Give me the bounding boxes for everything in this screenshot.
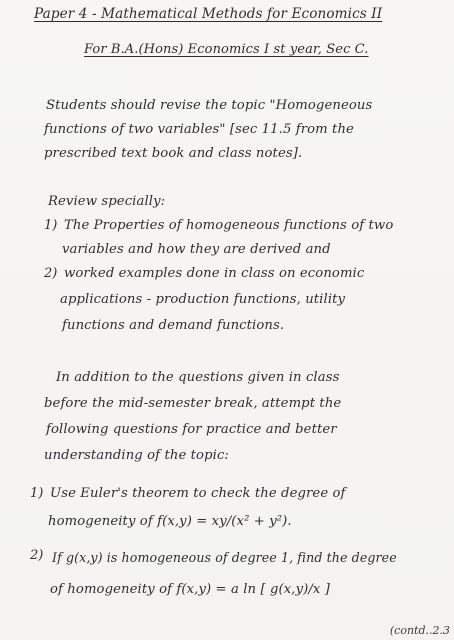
question-2-marker: 2) [30,548,44,563]
review-item-2-line-2: applications - production functions, utility [60,292,346,307]
question-2-line-1: If g(x,y) is homogeneous of degree 1, find the degree [52,550,397,565]
addition-line-4: understanding of the topic: [44,448,229,463]
question-1-line-2: homogeneity of f(x,y) = xy/(x² + y²). [48,514,292,529]
review-heading: Review specially: [48,194,166,209]
question-2-line-2: of homogeneity of f(x,y) = a ln [ g(x,y)/x ] [50,582,331,597]
review-item-1-line-2: variables and how they are derived and [62,242,331,257]
question-1-marker: 1) [30,486,44,501]
addition-line-3: following questions for practice and better [46,422,337,437]
continued-note: (contd..2.3 [389,624,450,637]
review-item-1-marker: 1) [44,218,58,233]
question-1-line-1: Use Euler's theorem to check the degree of [50,486,346,501]
course-line: For B.A.(Hons) Economics I st year, Sec C. [84,42,369,57]
review-item-2-marker: 2) [44,266,58,281]
review-item-2-line-3: functions and demand functions. [62,318,285,333]
document-title: Paper 4 - Mathematical Methods for Economics II [34,6,383,22]
intro-line-3: prescribed text book and class notes]. [44,146,303,161]
review-item-1-line-1: The Properties of homogeneous functions of two [64,218,394,233]
review-item-2-line-1: worked examples done in class on economic [64,266,365,281]
intro-line-1: Students should revise the topic "Homogeneous [46,98,373,113]
intro-line-2: functions of two variables" [sec 11.5 from the [44,122,354,137]
addition-line-2: before the mid-semester break, attempt the [44,396,342,411]
addition-line-1: In addition to the questions given in class [56,370,340,385]
